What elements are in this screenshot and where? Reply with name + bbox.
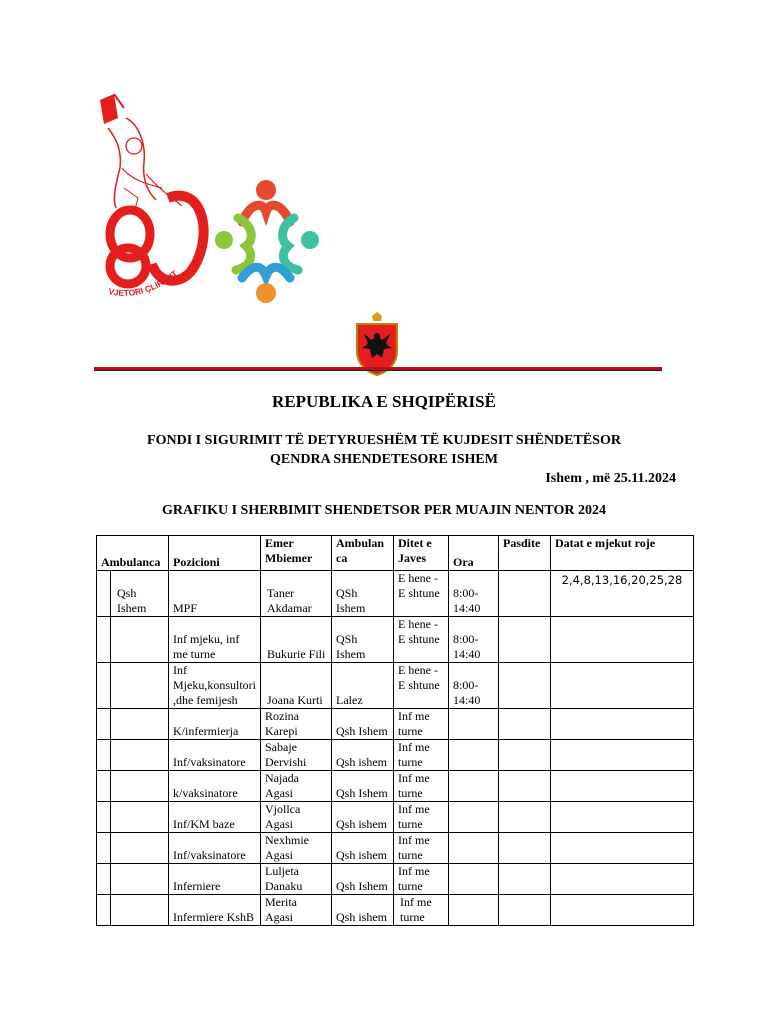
cell-ora: 8:00-14:40	[449, 617, 499, 663]
cell-amb: Qsh Ishem	[332, 709, 394, 740]
cell-emer: Taner Akdamar	[261, 571, 332, 617]
cell-ditet: Inf me turne	[394, 864, 449, 895]
cell-duty-dates-empty	[551, 771, 694, 802]
cell-pozicioni: k/vaksinatore	[169, 771, 261, 802]
cell-ditet: E hene - E shtune	[394, 617, 449, 663]
cell-emer: Nexhmie Agasi	[261, 833, 332, 864]
table-row	[97, 895, 694, 926]
cell-pozicioni: Inf/vaksinatore	[169, 833, 261, 864]
table-cell	[97, 802, 111, 833]
cell-duty-dates-empty	[551, 663, 694, 709]
cell-amb: Qsh ishem	[332, 895, 394, 926]
table-cell	[97, 864, 111, 895]
cell-duty-dates-empty	[551, 802, 694, 833]
cell-ora	[449, 709, 499, 740]
header-ambulanca-2: Ambulanca	[332, 536, 394, 571]
cell-pasdite	[499, 864, 551, 895]
table-cell	[97, 740, 111, 771]
cell-duty-dates-empty	[551, 833, 694, 864]
cell-emer: Najada Agasi	[261, 771, 332, 802]
header-ditet: Ditet e Javes	[394, 536, 449, 571]
header-emer-mbiemer: Emer Mbiemer	[261, 536, 332, 571]
table-cell	[97, 771, 111, 802]
header-ora: Ora	[449, 536, 499, 571]
cell-amb: QSh Ishem	[332, 571, 394, 617]
cell-ora	[449, 771, 499, 802]
cell-ambulanca	[111, 833, 169, 864]
table-cell	[97, 709, 111, 740]
cell-emer: Rozina Karepi	[261, 709, 332, 740]
cell-pozicioni: Inf/vaksinatore	[169, 740, 261, 771]
cell-ditet: Inf me turne	[394, 802, 449, 833]
table-row	[97, 617, 694, 663]
fund-name: FONDI I SIGURIMIT TË DETYRUESHËM TË KUJDESIT SHËNDETËSOR	[147, 433, 621, 448]
cell-ora: 8:00-14:40	[449, 571, 499, 617]
cell-pozicioni: MPF	[169, 571, 261, 617]
cell-duty-dates-empty	[551, 617, 694, 663]
cell-amb: Qsh ishem	[332, 802, 394, 833]
logo-text: VJETORI ÇLIRIMIT	[107, 268, 180, 298]
cell-pozicioni: Infermiere KshB	[169, 895, 261, 926]
cell-emer: Joana Kurti	[261, 663, 332, 709]
cell-ora: 8:00-14:40	[449, 663, 499, 709]
cell-ditet: Inf me turne	[394, 895, 449, 926]
table-row	[97, 709, 694, 740]
cell-ambulanca	[111, 802, 169, 833]
health-center-name: QENDRA SHENDETESORE ISHEM	[270, 452, 498, 467]
cell-ora	[449, 833, 499, 864]
table-header-row	[97, 536, 694, 571]
table-row	[97, 571, 694, 617]
cell-amb: Qsh ishem	[332, 833, 394, 864]
cell-ambulanca: Qsh Ishem	[111, 571, 169, 617]
cell-emer: Luljeta Danaku	[261, 864, 332, 895]
cell-emer: Merita Agasi	[261, 895, 332, 926]
cell-pasdite	[499, 709, 551, 740]
table-row	[97, 771, 694, 802]
header-datat: Datat e mjekut roje	[551, 536, 694, 571]
cell-ambulanca	[111, 771, 169, 802]
cell-pozicioni: Inf Mjeku,konsultori,dhe femijesh	[169, 663, 261, 709]
header-divider	[94, 365, 662, 373]
cell-amb: Qsh Ishem	[332, 864, 394, 895]
cell-ambulanca	[111, 864, 169, 895]
cell-pozicioni: Inf mjeku, inf me turne	[169, 617, 261, 663]
cell-duty-dates-empty	[551, 895, 694, 926]
cell-duty-dates-empty	[551, 864, 694, 895]
cell-pasdite	[499, 833, 551, 864]
header-pasdite: Pasdite	[499, 536, 551, 571]
cell-ditet: E hene - E shtune	[394, 663, 449, 709]
table-cell	[97, 571, 111, 617]
cell-emer: Vjollca Agasi	[261, 802, 332, 833]
cell-pasdite	[499, 895, 551, 926]
cell-pasdite	[499, 740, 551, 771]
cell-ora	[449, 895, 499, 926]
cell-amb: Qsh ishem	[332, 740, 394, 771]
cell-emer: Bukurie Fili	[261, 617, 332, 663]
cell-ditet: Inf me turne	[394, 740, 449, 771]
cell-pasdite	[499, 571, 551, 617]
table-cell	[97, 617, 111, 663]
cell-ambulanca	[111, 895, 169, 926]
cell-pozicioni: K/infermierja	[169, 709, 261, 740]
cell-pasdite	[499, 771, 551, 802]
table-row	[97, 833, 694, 864]
cell-amb: Lalez	[332, 663, 394, 709]
cell-ora	[449, 864, 499, 895]
cell-amb: Qsh Ishem	[332, 771, 394, 802]
place-and-date: Ishem , më 25.11.2024	[545, 471, 676, 486]
cell-duty-dates: 2,4,8,13,16,20,25,28	[551, 571, 694, 617]
cell-duty-dates-empty	[551, 740, 694, 771]
cell-ambulanca	[111, 617, 169, 663]
table-row	[97, 864, 694, 895]
cell-ora	[449, 802, 499, 833]
header-ambulanca: Ambulanca	[97, 536, 169, 571]
anniversary-80-logo	[86, 88, 216, 308]
cell-ditet: E hene - E shtune	[394, 571, 449, 617]
cell-ambulanca	[111, 709, 169, 740]
header-pozicioni: Pozicioni	[169, 536, 261, 571]
cell-ambulanca	[111, 740, 169, 771]
cell-emer: Sabaje Dervishi	[261, 740, 332, 771]
schedule-title: GRAFIKU I SHERBIMIT SHENDETSOR PER MUAJIN NENTOR 2024	[161, 503, 607, 518]
table-row	[97, 663, 694, 709]
schedule-table	[96, 535, 694, 926]
cell-duty-dates-empty	[551, 709, 694, 740]
cell-pasdite	[499, 802, 551, 833]
cell-ambulanca	[111, 663, 169, 709]
cell-pasdite	[499, 663, 551, 709]
republic-title: REPUBLIKA E SHQIPËRISË	[272, 392, 496, 411]
table-row	[97, 802, 694, 833]
table-cell	[97, 895, 111, 926]
cell-pasdite	[499, 617, 551, 663]
cell-ditet: Inf me turne	[394, 709, 449, 740]
cell-pozicioni: Inferniere	[169, 864, 261, 895]
cell-ora	[449, 740, 499, 771]
cell-ditet: Inf me turne	[394, 833, 449, 864]
table-row	[97, 740, 694, 771]
cell-amb: QSh Ishem	[332, 617, 394, 663]
cell-ditet: Inf me turne	[394, 771, 449, 802]
health-hearts-logo	[210, 178, 326, 306]
table-cell	[97, 833, 111, 864]
cell-pozicioni: Inf/KM baze	[169, 802, 261, 833]
table-cell	[97, 663, 111, 709]
